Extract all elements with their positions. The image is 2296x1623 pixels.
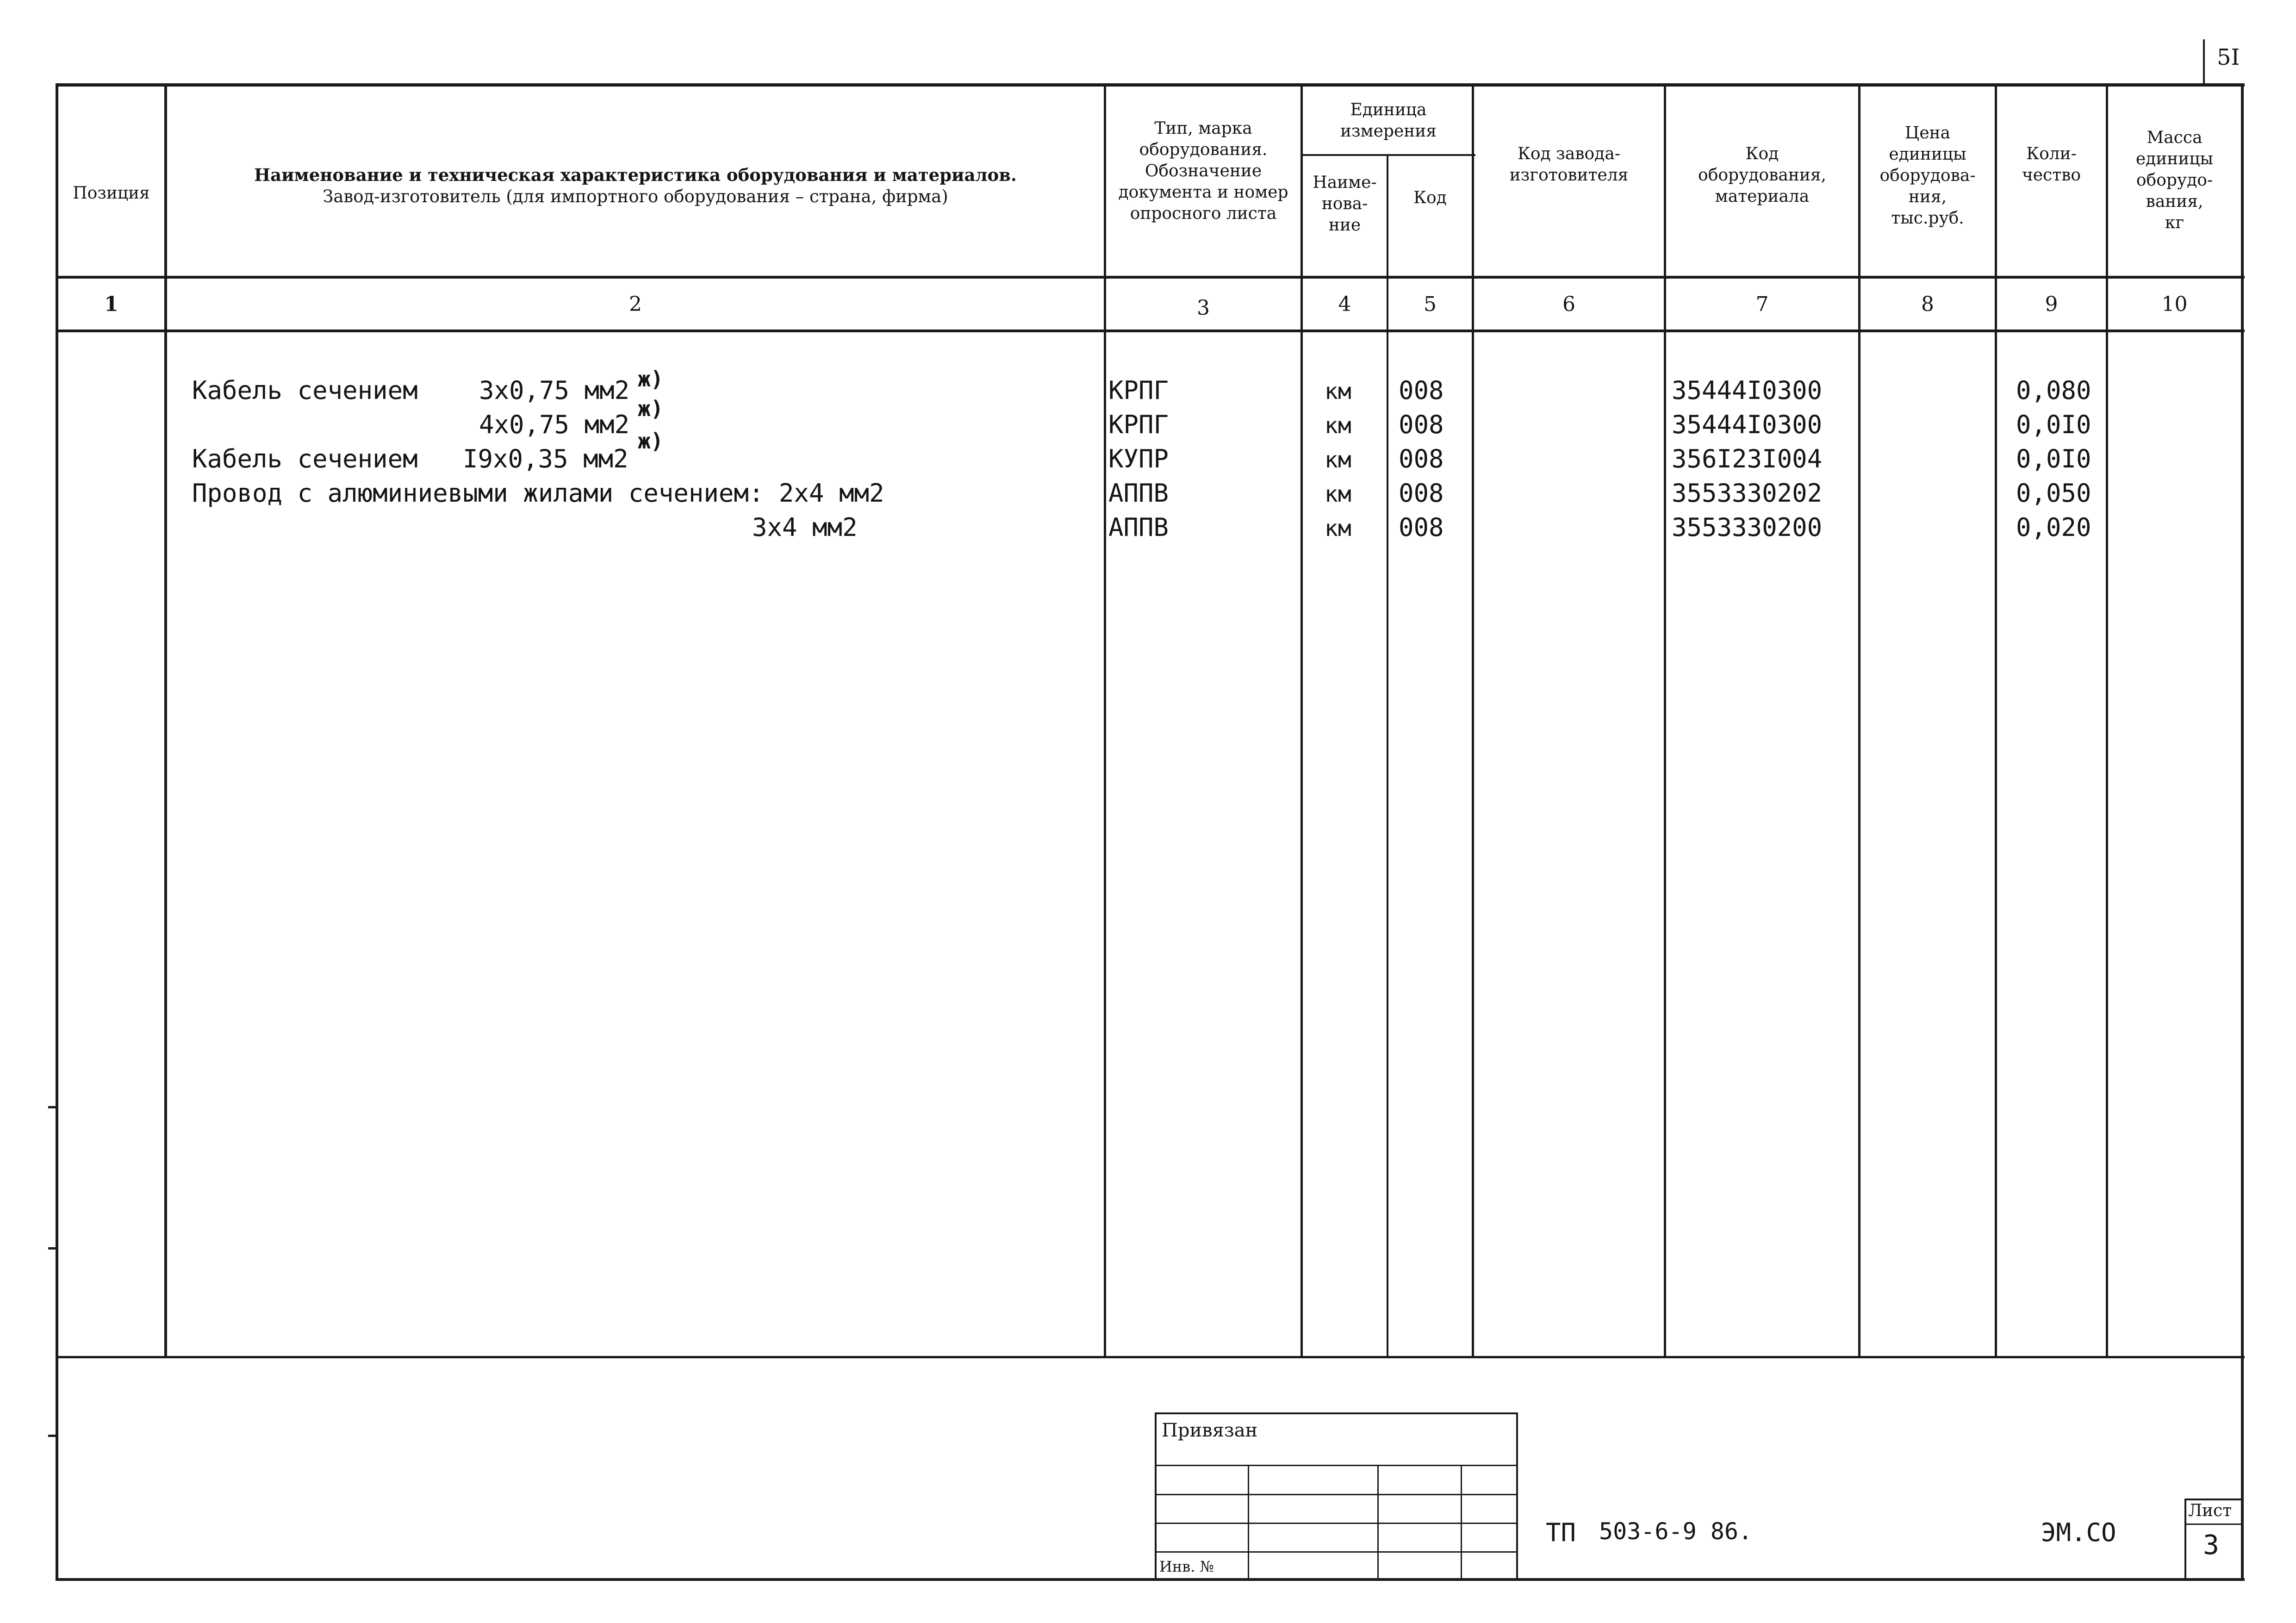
item-unit: км <box>1325 413 1351 439</box>
item-unit-code: 008 <box>1399 513 1444 542</box>
item-unit-code: 008 <box>1399 479 1444 508</box>
column-number: 8 <box>1921 292 1934 316</box>
header-factory-code: Код завода- изготовителя <box>1509 144 1629 185</box>
column-number: 7 <box>1755 292 1769 316</box>
footnote-mark: ж) <box>638 396 664 421</box>
item-name: Кабель сечением <box>192 444 418 473</box>
header-unit-name: Наиме- нова- ние <box>1313 173 1377 235</box>
footnote-mark: ж) <box>638 429 664 454</box>
item-quantity: 0,020 <box>2016 513 2091 542</box>
document-code: ЭМ.СО <box>2041 1518 2116 1547</box>
header-price: Цена единицы оборудова- ния, тыс.руб. <box>1879 124 1976 228</box>
item-unit: км <box>1325 481 1351 507</box>
item-quantity: 0,0I0 <box>2016 410 2091 439</box>
item-type: КРПГ <box>1108 410 1169 439</box>
item-unit-code: 008 <box>1399 444 1444 473</box>
column-number: 5 <box>1424 292 1437 316</box>
item-section: I9х0,35 мм2 <box>463 444 628 473</box>
item-code: 35444I0300 <box>1672 376 1823 405</box>
footnote-mark: ж) <box>638 367 664 392</box>
item-type: КУПР <box>1108 444 1169 473</box>
column-number: 9 <box>2045 292 2058 316</box>
header-unit-code: Код <box>1413 188 1447 207</box>
column-number: 6 <box>1562 292 1575 316</box>
sheet-value: 3 <box>2203 1529 2219 1561</box>
item-unit-code: 008 <box>1399 376 1444 405</box>
document-prefix: ТП <box>1546 1518 1576 1547</box>
header-name-line2: Завод-изготовитель (для импортного оборудования – страна, фирма) <box>323 187 948 206</box>
item-section: 3х4 мм2 <box>752 513 858 542</box>
item-name: Провод с алюминиевыми жилами сечением: 2х4 мм2 <box>192 479 884 508</box>
header-position: Позиция <box>73 184 150 203</box>
header-quantity: Коли- чество <box>2022 144 2081 185</box>
item-quantity: 0,0I0 <box>2016 444 2091 473</box>
column-number: 10 <box>2161 292 2188 316</box>
column-number: 1 <box>104 292 118 316</box>
item-quantity: 0,050 <box>2016 479 2091 508</box>
item-unit-code: 008 <box>1399 410 1444 439</box>
item-quantity: 0,080 <box>2016 376 2091 405</box>
attached-label: Привязан <box>1162 1420 1258 1441</box>
item-unit: км <box>1325 447 1351 473</box>
column-number: 3 <box>1197 296 1210 320</box>
header-name-line1: Наименование и техническая характеристика оборудования и материалов. <box>254 165 1017 185</box>
item-section: 4х0,75 мм2 <box>479 410 630 439</box>
item-code: 3553330200 <box>1672 513 1823 542</box>
header-equipment-code: Код оборудования, материала <box>1698 144 1826 206</box>
column-number: 2 <box>629 292 642 316</box>
item-name: Кабель сечением <box>192 376 418 405</box>
column-number: 4 <box>1338 292 1351 316</box>
sheet-number: 5I <box>2217 44 2240 70</box>
item-code: 356I23I004 <box>1672 444 1823 473</box>
item-unit: км <box>1325 516 1351 541</box>
header-unit-group: Единица измерения <box>1340 100 1437 141</box>
item-type: АППВ <box>1108 513 1169 542</box>
header-type: Тип, марка оборудования. Обозначение документа и номер опросного листа <box>1118 119 1288 223</box>
inventory-number-label: Инв. № <box>1159 1558 1214 1575</box>
document-number: 503-6-9 86. <box>1599 1518 1753 1545</box>
header-mass: Масса единицы оборудо- вания, кг <box>2135 128 2214 232</box>
item-type: АППВ <box>1108 479 1169 508</box>
item-unit: км <box>1325 379 1351 404</box>
item-section: 3х0,75 мм2 <box>479 376 630 405</box>
item-type: КРПГ <box>1108 376 1169 405</box>
sheet-label: Лист <box>2188 1501 2232 1520</box>
item-code: 35444I0300 <box>1672 410 1823 439</box>
item-code: 3553330202 <box>1672 479 1823 508</box>
